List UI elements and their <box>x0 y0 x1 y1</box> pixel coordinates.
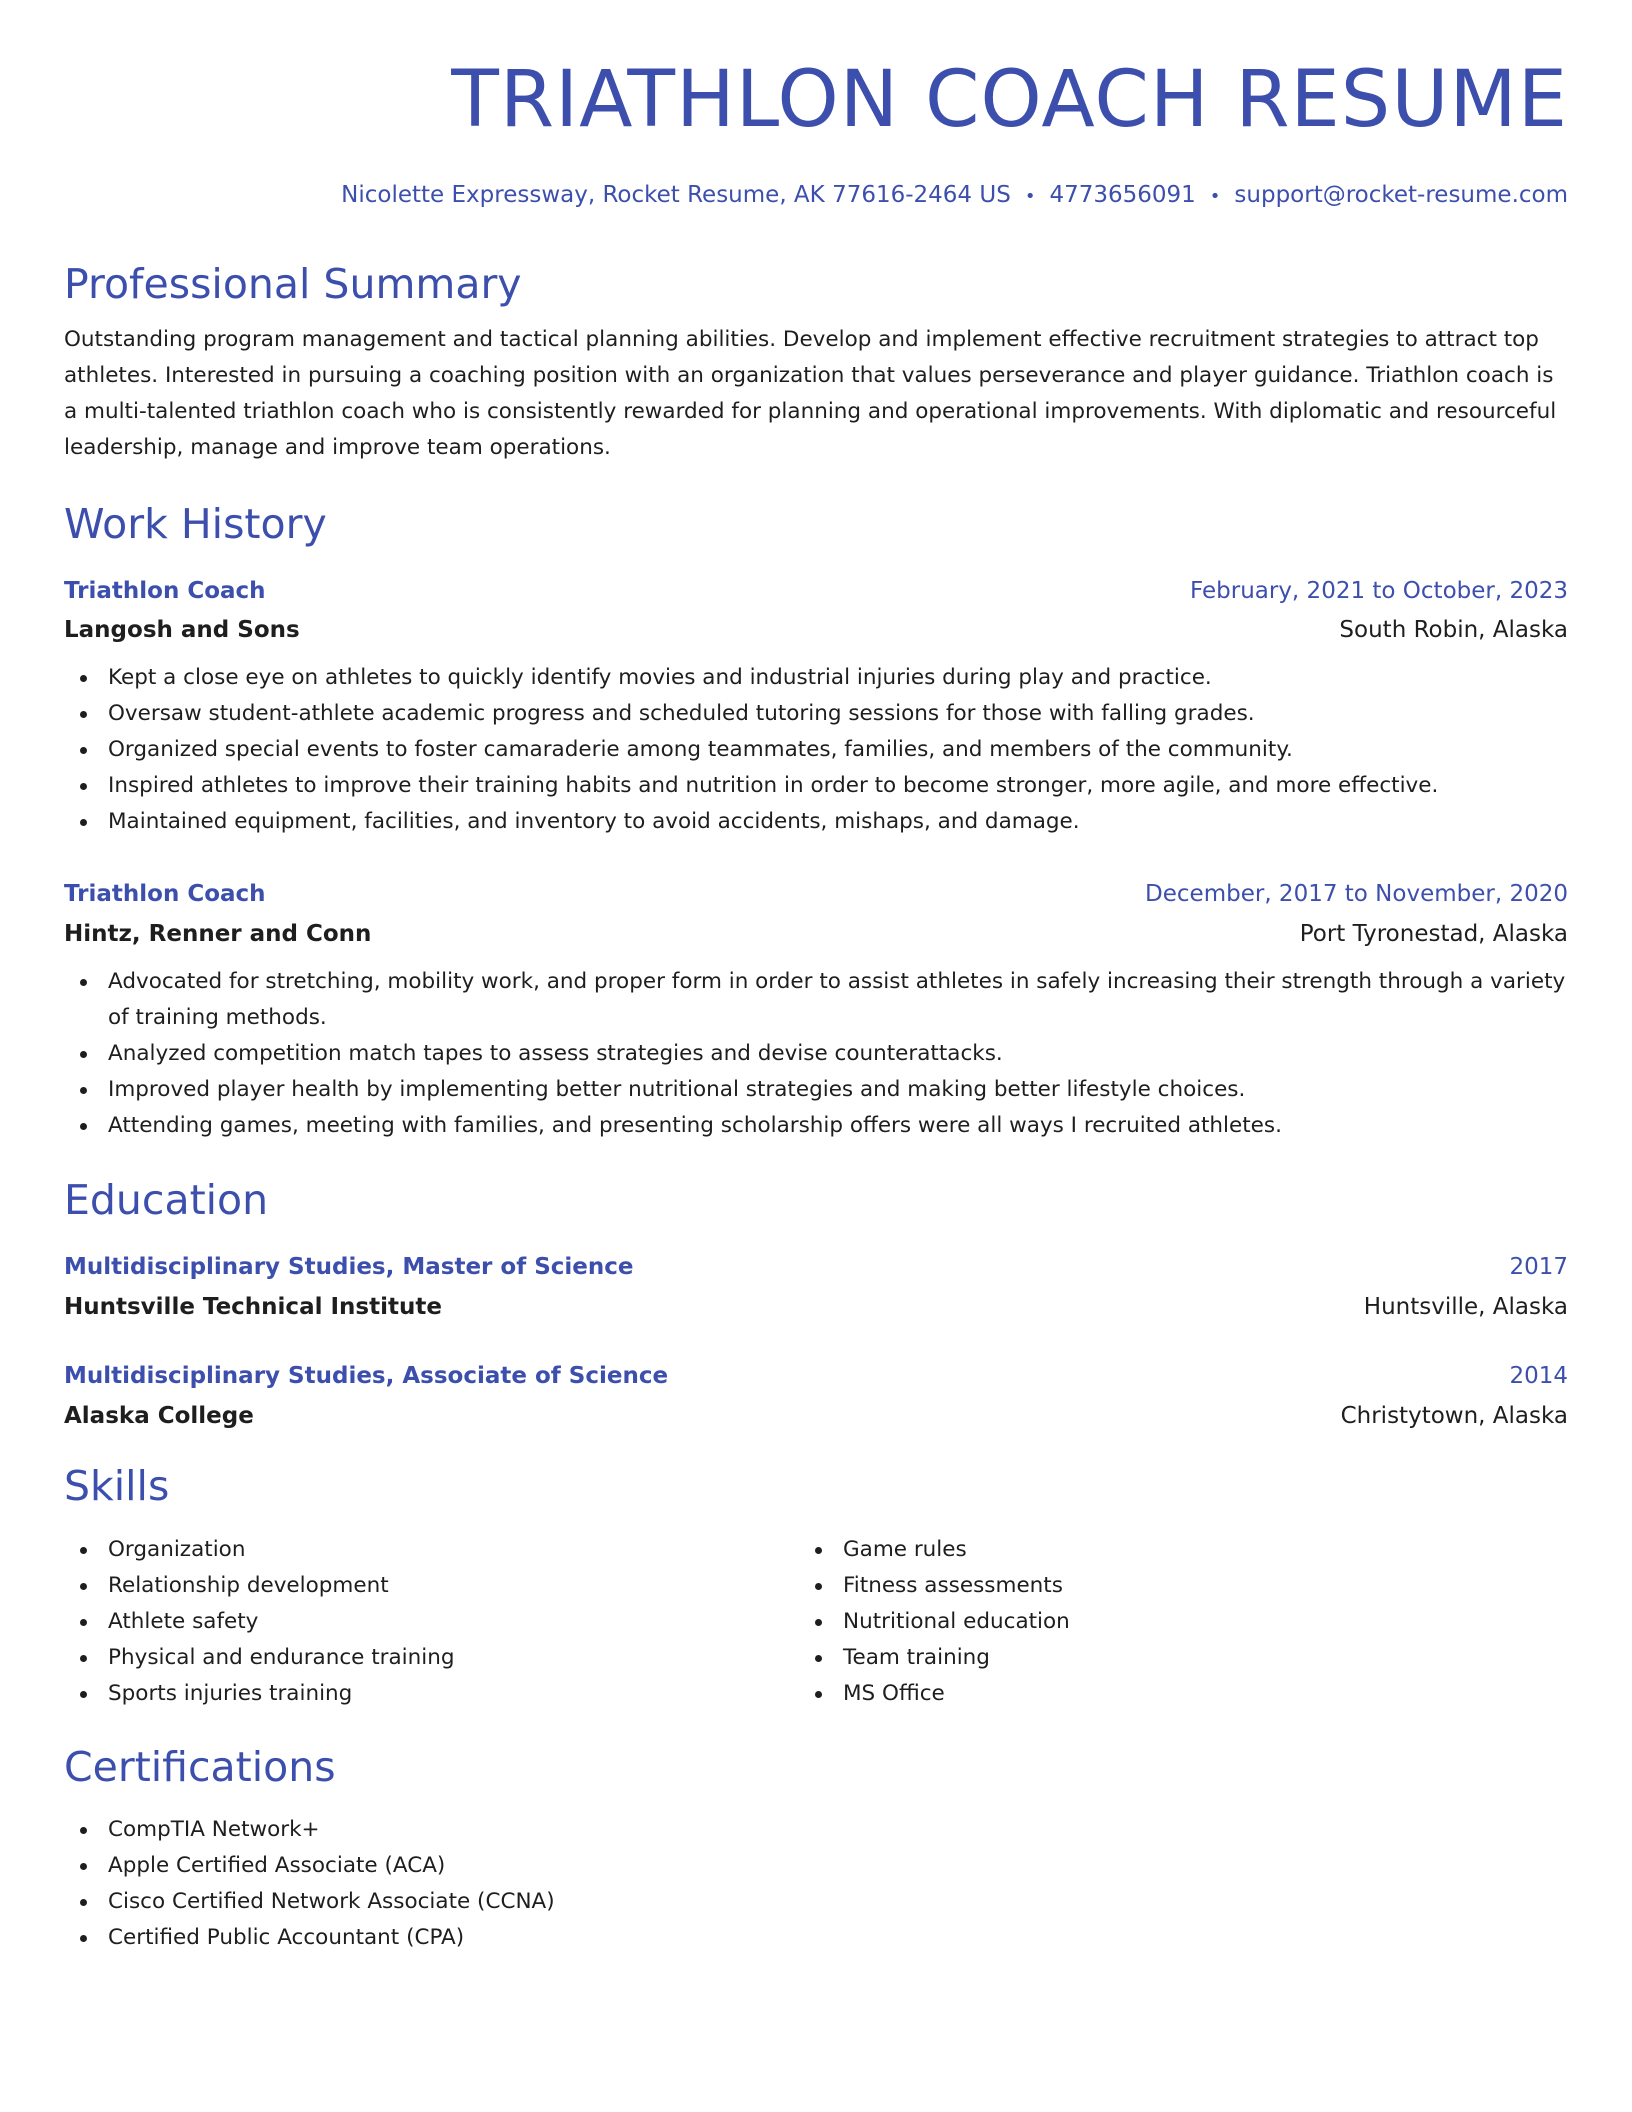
list-item: Inspired athletes to improve their training habits and nutrition in order to become stronger, more agile, and more effective. <box>64 768 1568 804</box>
list-item: MS Office <box>799 1676 1534 1712</box>
work-history-section <box>64 498 1568 550</box>
summary-text: Outstanding program management and tactical planning abilities. Develop and implement effective recruitment strategies to attract top athletes. Interested in pursuing a coaching position with an organization that values perseverance and player guidance. Triathlon coach is a multi-talented triathlon coach who is consistently rewarded for planning and operational improvements. With diplomatic and resourceful leadership, manage and improve team operations. <box>64 327 1557 460</box>
job-bullets <box>64 660 1568 840</box>
list-item: Apple Certified Associate (ACA) <box>64 1848 1568 1884</box>
job-location: South Robin, Alaska <box>1339 617 1568 643</box>
certifications-list-wrap <box>64 1812 1568 1956</box>
section-heading-skills: Skills <box>64 1462 170 1510</box>
job-entry <box>64 879 1568 1144</box>
skills-list-left <box>64 1532 799 1712</box>
education-entry <box>64 1361 1568 1431</box>
school-name: Alaska College <box>64 1403 254 1429</box>
degree-year: 2014 <box>1509 1363 1568 1389</box>
degree-title: Multidisciplinary Studies, Associate of Science <box>64 1363 669 1389</box>
list-item: CompTIA Network+ <box>64 1812 1568 1848</box>
section-heading-work-history: Work History <box>64 500 327 548</box>
job-company: Langosh and Sons <box>64 617 300 643</box>
school-location: Huntsville, Alaska <box>1363 1294 1568 1320</box>
job-title: Triathlon Coach <box>64 578 266 604</box>
list-item: Sports injuries training <box>64 1676 799 1712</box>
resume-title: TRIATHLON COACH RESUME <box>451 55 1568 145</box>
list-item: Nutritional education <box>799 1604 1534 1640</box>
list-item: Organization <box>64 1532 799 1568</box>
contact-line <box>341 180 1568 212</box>
list-item: Oversaw student-athlete academic progress and scheduled tutoring sessions for those with falling grades. <box>64 696 1568 732</box>
job-dates: February, 2021 to October, 2023 <box>1190 578 1568 604</box>
job-title: Triathlon Coach <box>64 881 266 907</box>
school-location: Christytown, Alaska <box>1340 1403 1568 1429</box>
job-dates: December, 2017 to November, 2020 <box>1145 881 1568 907</box>
contact-address: Nicolette Expressway, Rocket Resume, AK 77616-2464 US <box>341 182 1011 208</box>
section-heading-summary: Professional Summary <box>64 260 522 308</box>
list-item: Attending games, meeting with families, and presenting scholarship offers were all ways I recruited athletes. <box>64 1108 1568 1144</box>
school-name: Huntsville Technical Institute <box>64 1294 442 1320</box>
list-item: Fitness assessments <box>799 1568 1534 1604</box>
summary-section <box>64 258 1568 466</box>
list-item: Relationship development <box>64 1568 799 1604</box>
list-item: Organized special events to foster camaraderie among teammates, families, and members of the community. <box>64 732 1568 768</box>
contact-email: support@rocket-resume.com <box>1234 182 1568 208</box>
certifications-list <box>64 1812 1568 1956</box>
list-item: Game rules <box>799 1532 1534 1568</box>
degree-year: 2017 <box>1509 1254 1568 1280</box>
job-location: Port Tyronestad, Alaska <box>1299 921 1568 947</box>
list-item: Maintained equipment, facilities, and inventory to avoid accidents, mishaps, and damage. <box>64 804 1568 840</box>
section-heading-education: Education <box>64 1176 269 1224</box>
list-item: Athlete safety <box>64 1604 799 1640</box>
education-entry <box>64 1252 1568 1322</box>
skills-list-right <box>799 1532 1534 1712</box>
section-heading-certifications: Certifications <box>64 1743 336 1791</box>
skills-section <box>64 1460 1568 1512</box>
list-item: Cisco Certified Network Associate (CCNA) <box>64 1884 1568 1920</box>
job-bullets <box>64 964 1568 1144</box>
job-entry <box>64 576 1568 840</box>
contact-separator: • <box>1024 186 1036 207</box>
list-item: Improved player health by implementing better nutritional strategies and making better lifestyle choices. <box>64 1072 1568 1108</box>
contact-separator: • <box>1209 186 1221 207</box>
degree-title: Multidisciplinary Studies, Master of Science <box>64 1254 634 1280</box>
list-item: Physical and endurance training <box>64 1640 799 1676</box>
skills-columns <box>64 1532 1568 1712</box>
list-item: Certified Public Accountant (CPA) <box>64 1920 1568 1956</box>
education-section <box>64 1174 1568 1226</box>
certifications-section <box>64 1741 1568 1793</box>
list-item: Advocated for stretching, mobility work, and proper form in order to assist athletes in safely increasing their strength through a variety of training methods. <box>64 964 1568 1036</box>
job-company: Hintz, Renner and Conn <box>64 921 372 947</box>
list-item: Analyzed competition match tapes to assess strategies and devise counterattacks. <box>64 1036 1568 1072</box>
contact-phone: 4773656091 <box>1049 182 1196 208</box>
list-item: Team training <box>799 1640 1534 1676</box>
list-item: Kept a close eye on athletes to quickly identify movies and industrial injuries during play and practice. <box>64 660 1568 696</box>
